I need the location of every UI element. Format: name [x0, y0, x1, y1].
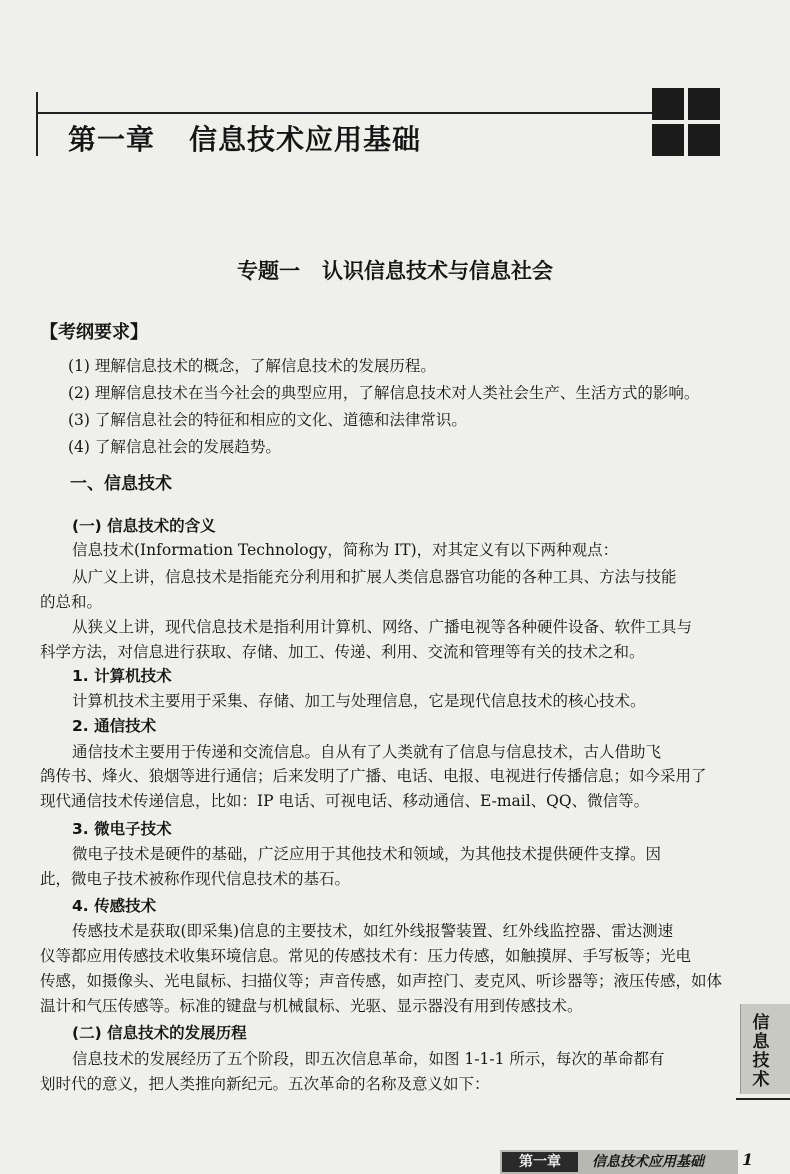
item-heading: 1. 计算机技术: [72, 667, 172, 685]
requirement-item: (4) 了解信息社会的发展趋势。: [68, 438, 281, 456]
topic-number: 专题一: [237, 259, 300, 283]
paragraph-line: 此，微电子技术被称作现代信息技术的基石。: [40, 870, 351, 888]
page-number: 1: [742, 1150, 754, 1169]
side-tab-label: 信息技术: [752, 1013, 770, 1090]
paragraph-line: 仪等都应用传感技术收集环境信息。常见的传感技术有：压力传感，如触摸屏、手写板等；光电: [40, 947, 692, 965]
paragraph-line: 计算机技术主要用于采集、存储、加工与处理信息，它是现代信息技术的核心技术。: [72, 692, 646, 710]
paragraph-line: 微电子技术是硬件的基础，广泛应用于其他技术和领域，为其他技术提供硬件支撑。因: [72, 845, 662, 863]
topic-title: [0, 255, 790, 285]
subsection-heading: (二) 信息技术的发展历程: [72, 1024, 247, 1042]
footer-chapter: 第一章: [519, 1154, 561, 1170]
requirement-item: (2) 理解信息技术在当今社会的典型应用，了解信息技术对人类社会生产、生活方式的影响。: [68, 384, 700, 402]
paragraph-line: 的总和。: [40, 593, 103, 611]
paragraph-line: 划时代的意义，把人类推向新纪元。五次革命的名称及意义如下：: [40, 1075, 490, 1093]
requirement-item: (1) 理解信息技术的概念，了解信息技术的发展历程。: [68, 357, 436, 375]
footer-title: 信息技术应用基础: [592, 1154, 704, 1170]
requirements-heading: 【考纲要求】: [40, 322, 148, 343]
paragraph-line: 通信技术主要用于传递和交流信息。自从有了人类就有了信息与信息技术，古人借助飞: [72, 743, 662, 761]
item-heading: 3. 微电子技术: [72, 820, 172, 838]
paragraph-line: 温计和气压传感等。标准的键盘与机械鼠标、光驱、显示器没有用到传感技术。: [40, 997, 583, 1015]
paragraph-line: 从狭义上讲，现代信息技术是指利用计算机、网络、广播电视等各种硬件设备、软件工具与: [72, 618, 693, 636]
item-heading: 2. 通信技术: [72, 717, 157, 735]
side-tab-rule: [736, 1098, 790, 1100]
paragraph-line: 鸽传书、烽火、狼烟等进行通信；后来发明了广播、电话、电报、电视进行传播信息；如今采用了: [40, 767, 707, 785]
paragraph-line: 现代通信技术传递信息，比如：IP 电话、可视电话、移动通信、E-mail、QQ、微信等。: [40, 792, 650, 810]
paragraph-line: 信息技术的发展经历了五个阶段，即五次信息革命，如图 1-1-1 所示，每次的革命都有: [72, 1050, 665, 1068]
paragraph-line: 信息技术(Information Technology，简称为 IT)，对其定义有以下两种观点：: [72, 541, 619, 559]
chapter-number: 第一章: [68, 123, 156, 156]
paragraph-line: 传感，如摄像头、光电鼠标、扫描仪等；声音传感，如声控门、麦克风、听诊器等；液压传感，如体: [40, 972, 723, 990]
chapter-rule-horizontal: [36, 112, 676, 114]
topic-name: 认识信息技术与信息社会: [322, 259, 553, 283]
chapter-name: 信息技术应用基础: [189, 123, 422, 156]
paragraph-line: 从广义上讲，信息技术是指能充分利用和扩展人类信息器官功能的各种工具、方法与技能: [72, 568, 677, 586]
subsection-heading: (一) 信息技术的含义: [72, 517, 216, 535]
section-heading: 一、信息技术: [70, 474, 172, 494]
item-heading: 4. 传感技术: [72, 897, 157, 915]
requirement-item: (3) 了解信息社会的特征和相应的文化、道德和法律常识。: [68, 411, 467, 429]
chapter-title: [68, 118, 421, 158]
paragraph-line: 传感技术是获取(即采集)信息的主要技术，如红外线报警装置、红外线监控器、雷达测速: [72, 922, 674, 940]
chapter-squares-decoration: [652, 88, 720, 156]
paragraph-line: 科学方法，对信息进行获取、存储、加工、传递、利用、交流和管理等有关的技术之和。: [40, 643, 645, 661]
chapter-rule-vertical: [36, 92, 38, 156]
